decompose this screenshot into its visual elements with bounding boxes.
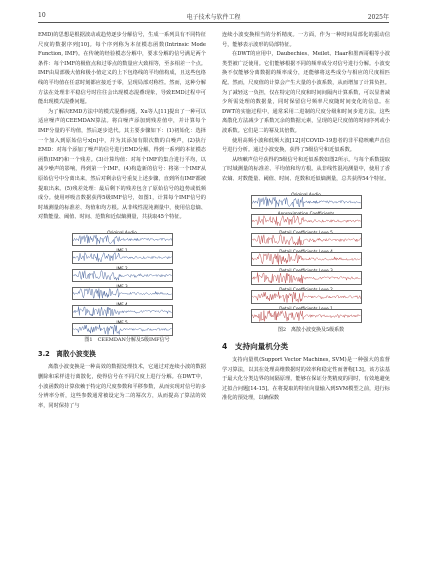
waveform-trace [252, 215, 361, 227]
running-header [38, 12, 389, 22]
waveform-trace [252, 196, 361, 208]
paragraph: 支持向量机(Support Vector Machines, SVM)是一种强大的监督学习算法，以其在处理高维数据时的效率和稳定性而著称[13]。该方法基于最大化分类边界的间隔原理，能够在保证分类精度的同时，有效地避免过拟合问题[14-15]。在将提取的特征向量输入到SVM模型之前，进行标准化的预处理，以确保数 [222, 357, 390, 402]
signal-panel [72, 251, 173, 264]
paragraph: 为了解决EMD方法中的模式混叠问题，Xu等人[11]提出了一种可以适应噪声的CEEMDAN算法。将白噪声添加到残差值中，并计算每个IMF分量的平均值，然后逐步迭代。其主要步骤如下：(1)初始化：选择一个加入到原始信号x[n]中，并为其添加有限次数的白噪声，(2)执行EMD：对每个添加了噪声的信号进行EMD分解，得到一系列的本征模态函数(IMF)和一个残差。(3)计算均值：对每个IMF的集合进行平均，以减少噪声的影响，得到第一个IMF。(4)构造新的信号：将第一个IMF从原始信号中分离出来，然后对剩余信号重复上述步骤，直到所有IMF都被提取出来。(5)残差处理：最后剩下的残差包含了原始信号的趋势或低频成分。使用呼吸音数据获得5级IMF信号，如图1，计算每个IMF信号的时域测量的标准差、均值和均方根。从非线性混沌测量中，使用信息熵、对数能量、阈值、时间、范数和近似熵测量，共获取45个特征。 [38, 108, 206, 221]
signal-panel [251, 233, 362, 247]
waveform-trace [73, 234, 172, 245]
waveform-trace [73, 324, 172, 335]
signal-panel [72, 323, 173, 336]
dwt-figure-panels [251, 190, 361, 326]
paragraph: 在DWT的应用中，Daubechies、Meilet、Haar和墨西哥帽等小波类型被广泛使用。它们能够根据不同的频率成分对信号进行分解。小波变换不仅能够分离数据的频率成分，还能够将这些成分与相应的尺度相匹配。然而，尺度值的计算会产生大量的小波系数，从而增加了计算负担。为了减轻这一负担，仅在特定的尺度和时间间隔内计算系数，可以显著减少所需处理的数据量，同时保留信号频率尺度随时间变化的信息。在DWT的实施过程中，通常采用二进制的尺度分级和时间步进方法。这些离散化方法减少了系数冗余的数据元素，呈现的是尺度值的时间序列或小波系数。它们是二的幂及其倍数。 [222, 51, 390, 134]
imf-figure-panels [72, 228, 172, 336]
paragraph: EMD)的思想是根据波动或趋势逐步分解信号，生成一系列具有不同特征尺度的数据序列[10]。每个序列称为本征模态函数(Intrinsic Mode Function, IMF)。在传统的经验模态分解中，要求分解的信号满足两个条件：每个IMF的极值点和过零点的数量应大致相等，至多相差一个点。IMF由局部极大值和极小值定义的上下包络线的平均值构成，且这些包络线的平均值在任意时刻都应接近于零，呈现局部对称性。然而，这种分解方法在处理非平稳信号时往往会出现模态混叠现象，导致EMD过程中可能出现模式混叠问题。 [38, 32, 206, 106]
figure-2 [222, 190, 390, 334]
section-heading-3-2: 3.2 离散小波变换 [38, 349, 96, 358]
figure-1 [38, 228, 206, 344]
signal-panel [251, 290, 362, 304]
waveform-trace [252, 253, 361, 265]
paragraph: 使用高频小波和低频大波[12]对COVID-19患者的非平稳咳嗽声音信号进行分析。通过小波变换，获得了5级信号和近似系数。 [222, 137, 390, 154]
signal-panel [251, 214, 362, 228]
waveform-trace [252, 310, 361, 322]
signal-panel [72, 305, 173, 318]
paragraph: 从咳嗽声信号获得的5级信号和近似系数如图2所示。与每个系数提取了时域测量的标准差、平均值和均方根。从非线性混沌测量中，使用了香农熵、对数能量、阈值、时间、范数和近似熵测量，总共获得54个特征。 [222, 156, 390, 182]
signal-panel [251, 309, 362, 323]
right-column [222, 31, 390, 404]
figure-2-caption: 图2 离散小波变换及5级系数 [277, 326, 345, 333]
issue-year: 2025年 [367, 14, 389, 21]
waveform-trace [73, 288, 172, 299]
waveform-trace [252, 291, 361, 303]
page-number: 10 [38, 12, 46, 19]
section-heading-4: 4 支持向量机分类 [222, 341, 289, 351]
left-column [38, 31, 206, 411]
waveform-trace [73, 252, 172, 263]
waveform-trace [252, 272, 361, 284]
signal-panel [251, 195, 362, 209]
signal-panel [72, 269, 173, 282]
journal-title: 电子技术与软件工程 [186, 14, 241, 21]
signal-panel [72, 233, 173, 246]
waveform-trace [73, 270, 172, 281]
signal-panel [251, 252, 362, 266]
signal-panel [251, 271, 362, 285]
waveform-trace [73, 306, 172, 317]
signal-panel [72, 287, 173, 300]
figure-1-caption: 图1 CEEMDAN分解及5级IMF信号 [84, 336, 170, 343]
waveform-trace [252, 234, 361, 246]
paragraph: 连续小波变换相当的分析精度。一方面，作为一种时间局部化的振动信号，能够表示波形的局部特征。 [222, 32, 390, 48]
header-rule [38, 22, 389, 23]
paragraph: 离散小波变换是一种高效的数据处理技术，它通过对连续小波的数据删除和采样进行离散化，使得信号在不同尺度上进行分解。在DWT中，小波函数的计算依赖于特定的尺度参数和平移参数，从而实现对信号的多分辨率分析，这些参数通常被设定为二的幂次方，从而提高了算法的效率，同时保持了与 [38, 364, 206, 409]
